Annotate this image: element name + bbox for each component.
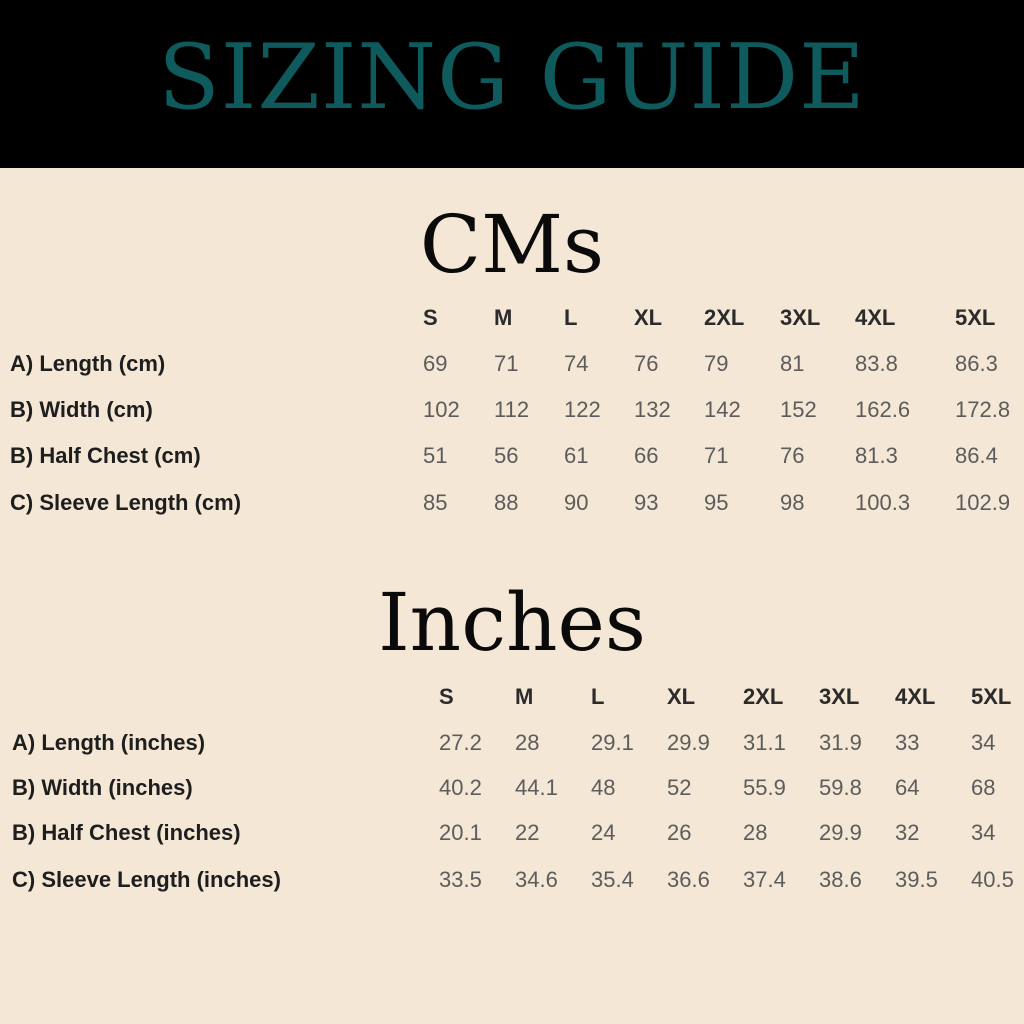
row-label: A) Length (cm)	[10, 351, 166, 376]
row-label: B) Half Chest (cm)	[10, 443, 201, 468]
size-header: XL	[667, 684, 696, 709]
table-cell: 24	[591, 820, 616, 845]
table-cell: 64	[895, 775, 920, 800]
table-cell: 86.4	[955, 443, 998, 468]
size-header: S	[439, 684, 454, 709]
size-header: 4XL	[855, 305, 896, 330]
size-header: 4XL	[895, 684, 936, 709]
table-cell: 29.9	[667, 730, 710, 755]
table-cell: 35.4	[591, 867, 634, 892]
table-cell: 86.3	[955, 351, 998, 376]
size-header: 3XL	[780, 305, 821, 330]
table-cell: 38.6	[819, 867, 862, 892]
cm-section-title: CMs	[419, 198, 605, 291]
size-header: M	[515, 684, 534, 709]
table-cell: 81	[780, 351, 805, 376]
table-cell: 31.1	[743, 730, 786, 755]
table-cell: 36.6	[667, 867, 710, 892]
table-cell: 112	[494, 397, 530, 422]
table-cell: 88	[494, 490, 519, 515]
table-cell: 59.8	[819, 775, 862, 800]
table-cell: 74	[564, 351, 589, 376]
table-cell: 66	[634, 443, 659, 468]
row-label: C) Sleeve Length (cm)	[10, 490, 242, 515]
table-cell: 28	[743, 820, 768, 845]
page-title: SIZING GUIDE	[158, 25, 866, 130]
table-cell: 142	[704, 397, 741, 422]
header-banner	[0, 0, 1024, 168]
table-cell: 56	[494, 443, 519, 468]
table-cell: 40.2	[439, 775, 482, 800]
table-cell: 102.9	[955, 490, 1011, 515]
table-cell: 90	[564, 490, 589, 515]
table-cell: 172.8	[955, 397, 1011, 422]
table-cell: 100.3	[855, 490, 911, 515]
table-cell: 85	[423, 490, 448, 515]
table-cell: 32	[895, 820, 920, 845]
table-cell: 76	[780, 443, 805, 468]
row-label: C) Sleeve Length (inches)	[12, 867, 281, 892]
table-cell: 20.1	[439, 820, 482, 845]
table-cell: 31.9	[819, 730, 862, 755]
size-header: XL	[634, 305, 663, 330]
table-cell: 69	[423, 351, 448, 376]
table-cell: 71	[704, 443, 729, 468]
inches-section-title: Inches	[378, 576, 646, 669]
size-header: 2XL	[704, 305, 745, 330]
table-cell: 33.5	[439, 867, 482, 892]
table-cell: 76	[634, 351, 659, 376]
size-header: L	[564, 305, 578, 330]
table-cell: 98	[780, 490, 805, 515]
table-cell: 48	[591, 775, 616, 800]
table-cell: 27.2	[439, 730, 482, 755]
table-cell: 122	[564, 397, 601, 422]
table-cell: 81.3	[855, 443, 898, 468]
table-cell: 34	[971, 820, 996, 845]
table-cell: 44.1	[515, 775, 558, 800]
row-label: B) Width (inches)	[12, 775, 193, 800]
size-header: M	[494, 305, 513, 330]
table-cell: 132	[634, 397, 671, 422]
table-cell: 93	[634, 490, 659, 515]
table-cell: 22	[515, 820, 540, 845]
table-cell: 51	[423, 443, 448, 468]
size-header: L	[591, 684, 605, 709]
table-cell: 79	[704, 351, 729, 376]
size-header: S	[423, 305, 438, 330]
table-cell: 33	[895, 730, 920, 755]
size-header: 5XL	[955, 305, 996, 330]
table-cell: 29.1	[591, 730, 634, 755]
size-header: 3XL	[819, 684, 860, 709]
table-cell: 39.5	[895, 867, 938, 892]
table-cell: 37.4	[743, 867, 786, 892]
table-cell: 29.9	[819, 820, 862, 845]
size-header: 2XL	[743, 684, 784, 709]
table-cell: 162.6	[855, 397, 911, 422]
table-cell: 95	[704, 490, 729, 515]
table-cell: 71	[494, 351, 519, 376]
row-label: B) Half Chest (inches)	[12, 820, 241, 845]
row-label: B) Width (cm)	[10, 397, 153, 422]
table-cell: 68	[971, 775, 996, 800]
table-cell: 34	[971, 730, 996, 755]
table-cell: 34.6	[515, 867, 558, 892]
table-cell: 26	[667, 820, 692, 845]
size-header: 5XL	[971, 684, 1012, 709]
table-cell: 83.8	[855, 351, 898, 376]
table-cell: 61	[564, 443, 589, 468]
table-cell: 52	[667, 775, 692, 800]
table-cell: 102	[423, 397, 460, 422]
row-label: A) Length (inches)	[12, 730, 206, 755]
table-cell: 40.5	[971, 867, 1014, 892]
table-cell: 152	[780, 397, 817, 422]
table-cell: 55.9	[743, 775, 786, 800]
table-cell: 28	[515, 730, 540, 755]
